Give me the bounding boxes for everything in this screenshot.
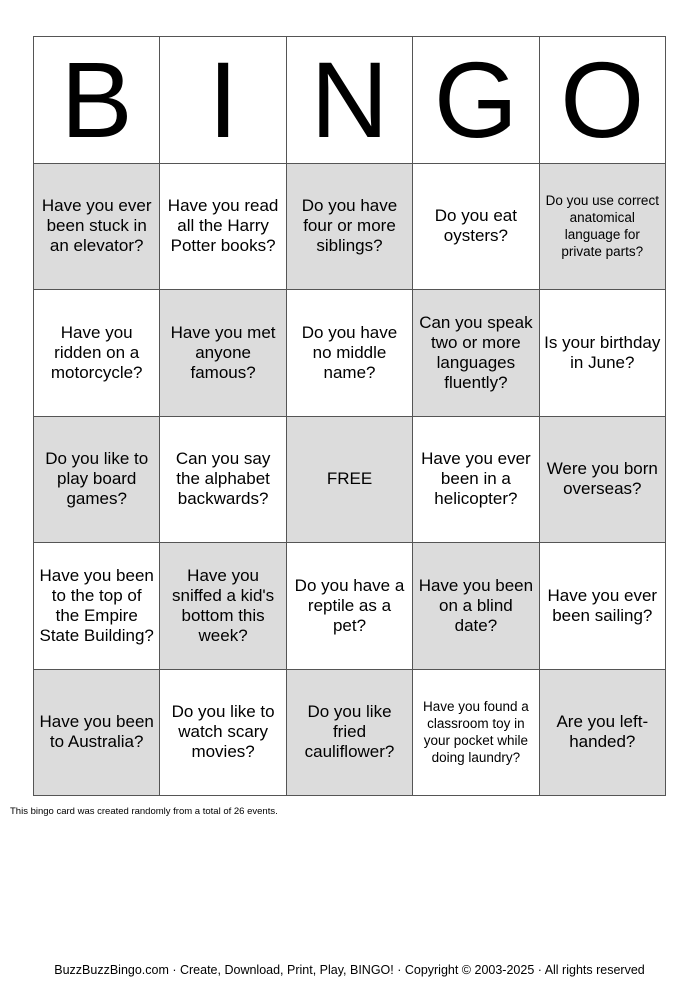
header-letter-o: O bbox=[540, 37, 666, 164]
bingo-square: Have you ever been sailing? bbox=[540, 543, 666, 670]
bingo-square: Have you ever been stuck in an elevator? bbox=[34, 164, 160, 291]
bingo-square: Have you ridden on a motorcycle? bbox=[34, 290, 160, 417]
header-letter-n: N bbox=[287, 37, 413, 164]
bingo-square: Have you met anyone famous? bbox=[160, 290, 286, 417]
bingo-square: Do you eat oysters? bbox=[413, 164, 539, 291]
bingo-square: Do you have four or more siblings? bbox=[287, 164, 413, 291]
generation-note: This bingo card was created randomly from a total of 26 events. bbox=[10, 806, 278, 817]
bingo-square: Is your birthday in June? bbox=[540, 290, 666, 417]
bingo-square: Do you have a reptile as a pet? bbox=[287, 543, 413, 670]
footer-copyright: BuzzBuzzBingo.com · Create, Download, Print, Play, BINGO! · Copyright © 2003-2025 · All rights reserved bbox=[54, 963, 645, 977]
bingo-square: Have you sniffed a kid's bottom this week? bbox=[160, 543, 286, 670]
bingo-square: Do you like fried cauliflower? bbox=[287, 670, 413, 797]
bingo-square: Have you read all the Harry Potter books? bbox=[160, 164, 286, 291]
bingo-square: Do you like to play board games? bbox=[34, 417, 160, 544]
bingo-square: Do you use correct anatomical language for private parts? bbox=[540, 164, 666, 291]
header-letter-b: B bbox=[34, 37, 160, 164]
bingo-square: Have you found a classroom toy in your pocket while doing laundry? bbox=[413, 670, 539, 797]
bingo-card bbox=[33, 36, 666, 796]
bingo-square: Were you born overseas? bbox=[540, 417, 666, 544]
bingo-square: Have you ever been in a helicopter? bbox=[413, 417, 539, 544]
bingo-square: Can you say the alphabet backwards? bbox=[160, 417, 286, 544]
bingo-square: Have you been to the top of the Empire State Building? bbox=[34, 543, 160, 670]
free-square: FREE bbox=[287, 417, 413, 544]
bingo-square: Have you been on a blind date? bbox=[413, 543, 539, 670]
bingo-square: Are you left-handed? bbox=[540, 670, 666, 797]
bingo-square: Can you speak two or more languages fluently? bbox=[413, 290, 539, 417]
bingo-square: Do you like to watch scary movies? bbox=[160, 670, 286, 797]
header-letter-g: G bbox=[413, 37, 539, 164]
bingo-square: Have you been to Australia? bbox=[34, 670, 160, 797]
bingo-square: Do you have no middle name? bbox=[287, 290, 413, 417]
header-letter-i: I bbox=[160, 37, 286, 164]
